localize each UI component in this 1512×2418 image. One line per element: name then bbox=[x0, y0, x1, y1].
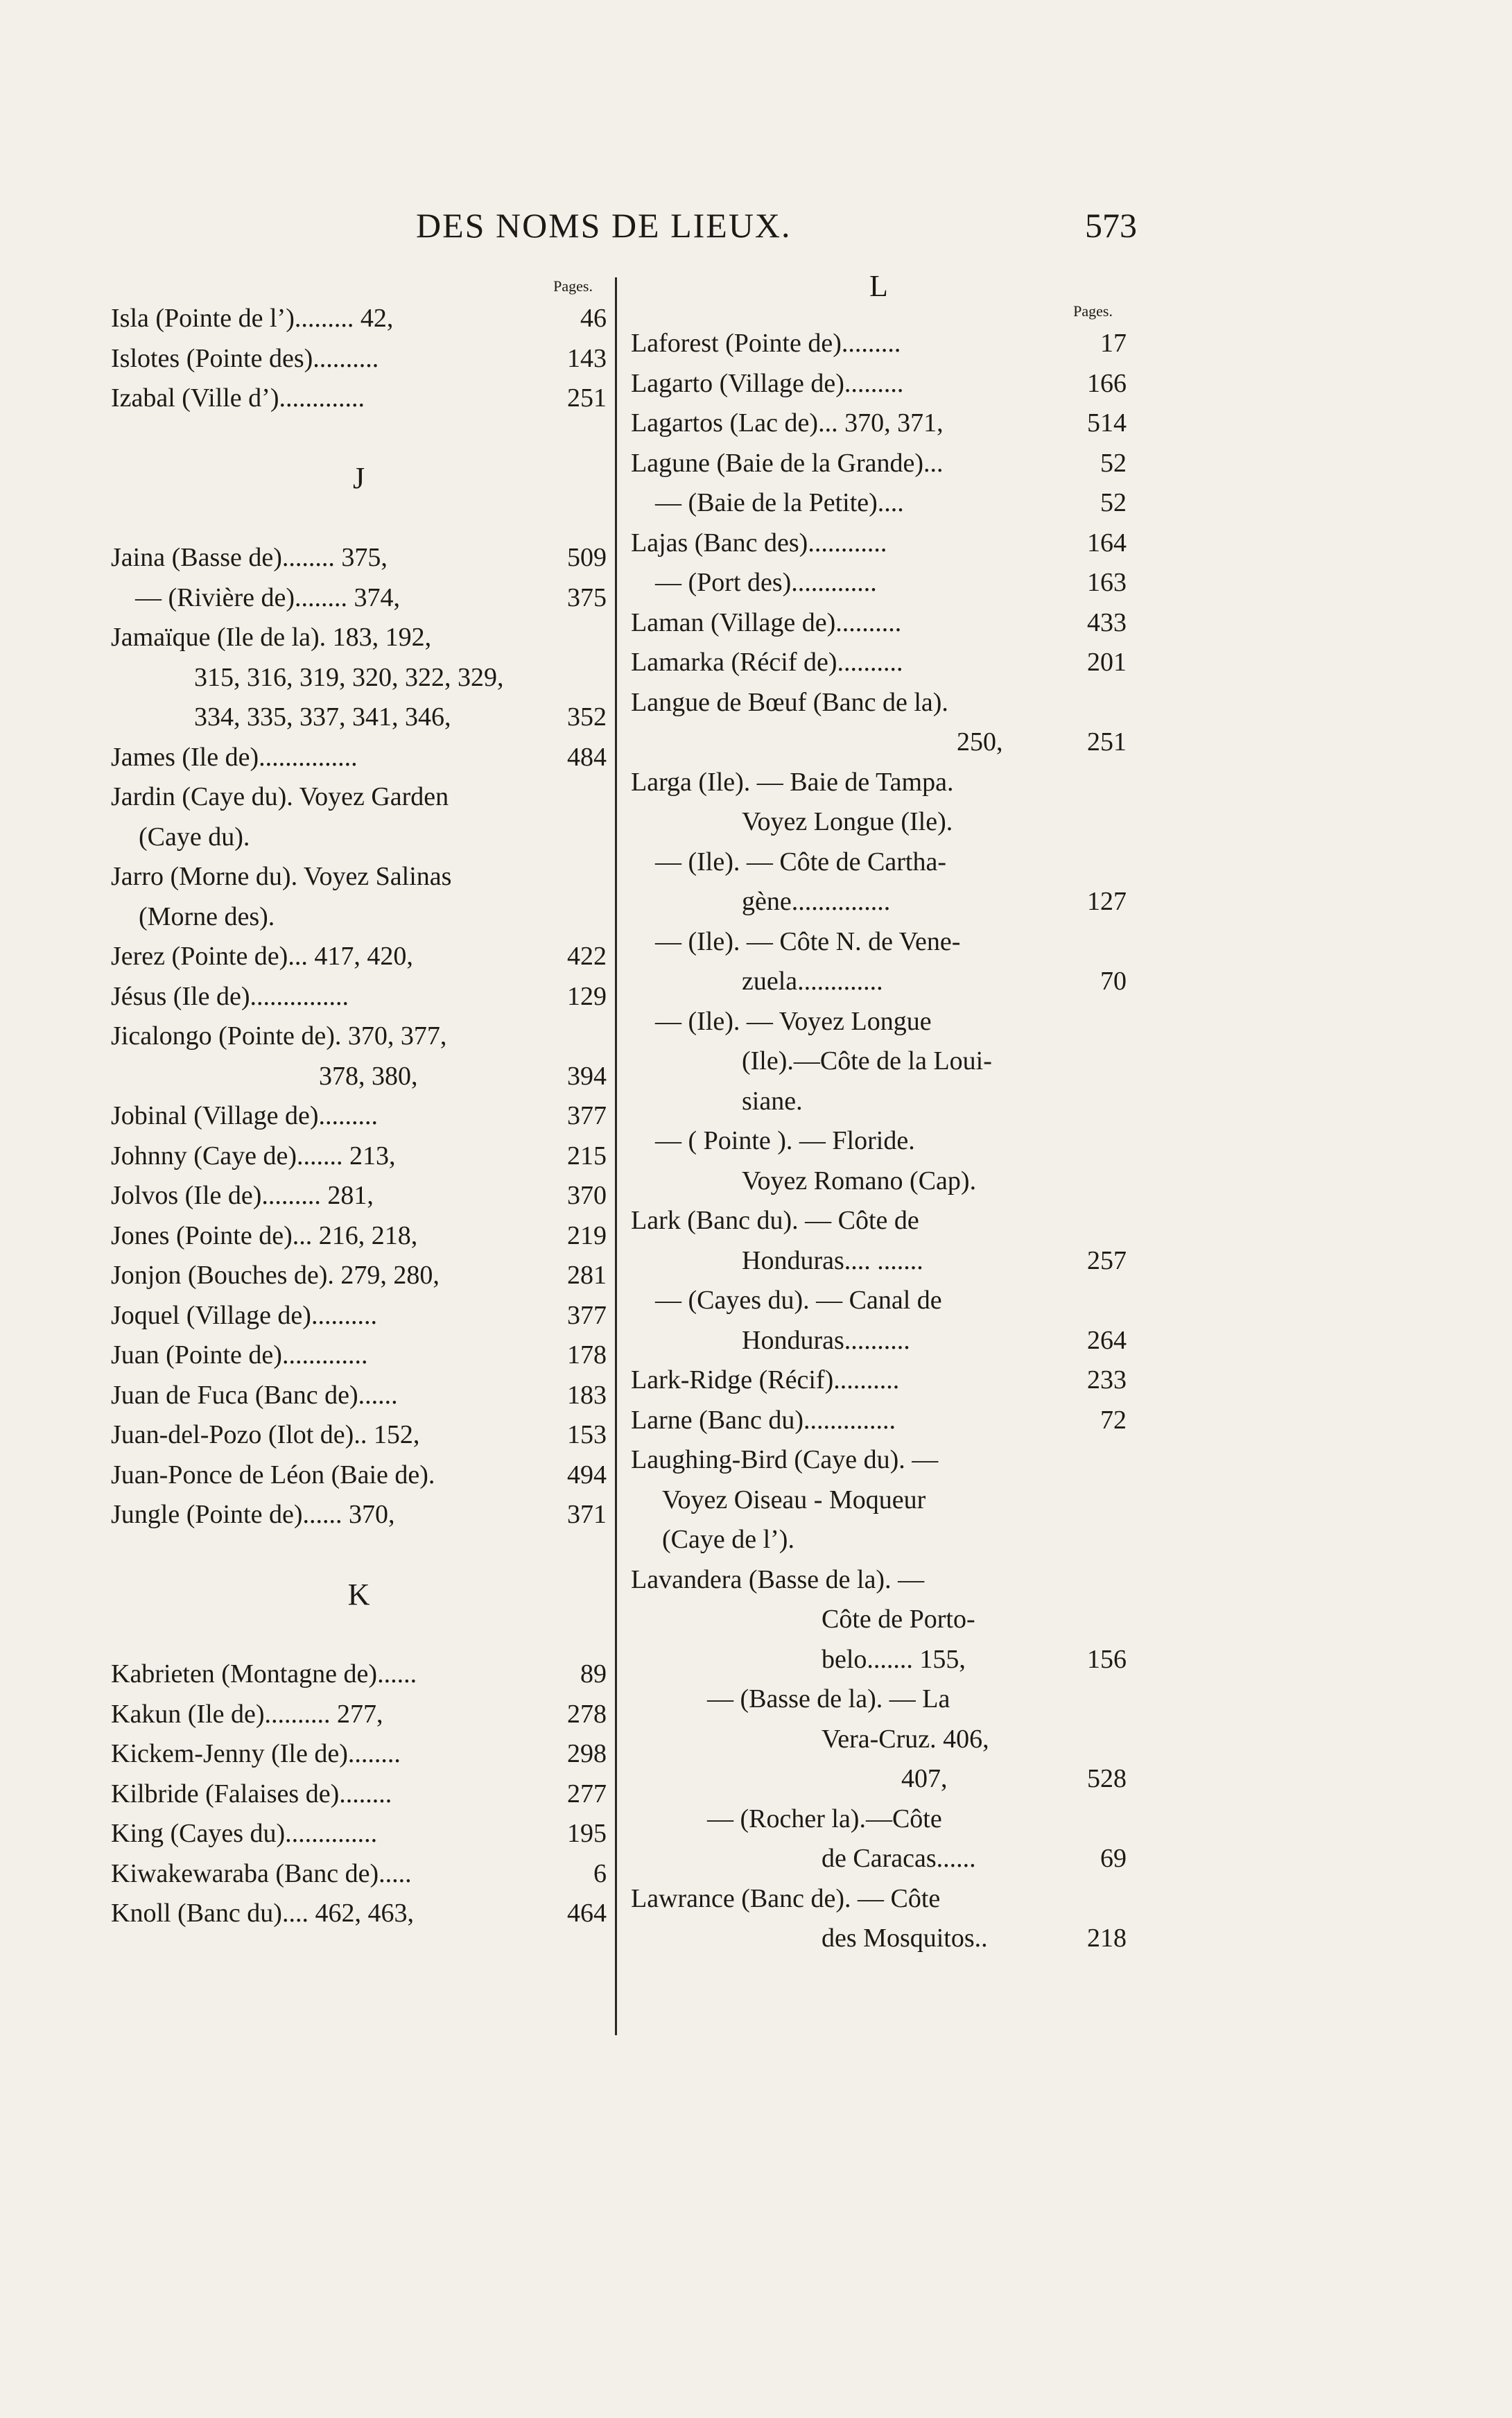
entry-text: — (Ile). — Voyez Longue bbox=[655, 1006, 932, 1036]
entry-text: Lavandera (Basse de la). — bbox=[631, 1564, 925, 1594]
index-entry bbox=[111, 379, 607, 419]
entry-page: 484 bbox=[567, 742, 607, 772]
running-title: DES NOMS DE LIEUX. bbox=[416, 206, 792, 245]
index-entry bbox=[111, 818, 607, 858]
entry-text: Johnny (Caye de)....... 213, bbox=[111, 1141, 396, 1171]
entry-text: (Morne des). bbox=[139, 901, 275, 931]
entry-text: — (Ile). — Côte de Cartha- bbox=[655, 847, 946, 876]
entry-text: — (Rivière de)........ 374, bbox=[135, 582, 401, 612]
page-number: 573 bbox=[1085, 206, 1137, 245]
entry-text: Kilbride (Falaises de)........ bbox=[111, 1779, 392, 1808]
entry-text: Joquel (Village de).......... bbox=[111, 1300, 377, 1330]
entry-text: Laughing-Bird (Caye du). — bbox=[631, 1445, 939, 1474]
index-entry bbox=[631, 1361, 1127, 1401]
entry-page: 52 bbox=[1100, 488, 1127, 517]
entry-text: Kiwakewaraba (Banc de)..... bbox=[111, 1858, 412, 1888]
entry-text: Vera-Cruz. 406, bbox=[822, 1724, 989, 1754]
index-entry bbox=[111, 1695, 607, 1735]
entry-page: 264 bbox=[1087, 1325, 1127, 1355]
index-entry bbox=[631, 683, 1127, 723]
entry-text: Voyez Romano (Cap). bbox=[742, 1166, 977, 1195]
entry-page: 156 bbox=[1087, 1644, 1127, 1674]
entry-page: 178 bbox=[567, 1340, 607, 1370]
entry-page: 201 bbox=[1087, 648, 1127, 677]
index-entry bbox=[111, 578, 607, 619]
page-header bbox=[409, 205, 1137, 254]
index-entry bbox=[111, 1456, 607, 1496]
entry-page: 514 bbox=[1087, 408, 1127, 438]
entry-text: de Caracas...... bbox=[822, 1844, 976, 1873]
index-entry bbox=[631, 922, 1127, 962]
entry-text: Voyez Oiseau - Moqueur bbox=[662, 1485, 926, 1514]
index-entry bbox=[111, 1774, 607, 1815]
index-entry bbox=[631, 1879, 1127, 1919]
index-entry bbox=[111, 1017, 607, 1057]
pages-label: Pages. bbox=[553, 277, 593, 295]
index-entry bbox=[111, 1415, 607, 1456]
index-entry bbox=[631, 1600, 1127, 1640]
entry-text: Jarro (Morne du). Voyez Salinas bbox=[111, 862, 452, 891]
entry-page: 494 bbox=[567, 1460, 607, 1489]
entry-text: Langue de Bœuf (Banc de la). bbox=[631, 687, 948, 717]
index-entry bbox=[111, 1655, 607, 1695]
index-entry bbox=[631, 962, 1127, 1002]
entry-page: 352 bbox=[567, 702, 607, 732]
entry-text: Larne (Banc du).............. bbox=[631, 1405, 896, 1435]
entry-page: 277 bbox=[567, 1779, 607, 1808]
entry-page: 422 bbox=[567, 942, 607, 971]
entry-page: 281 bbox=[567, 1261, 607, 1290]
entry-text: Jobinal (Village de)......... bbox=[111, 1101, 379, 1130]
entry-text: Jungle (Pointe de)...... 370, bbox=[111, 1500, 395, 1529]
index-entry bbox=[631, 802, 1127, 843]
entry-page: 163 bbox=[1087, 568, 1127, 597]
index-entry bbox=[631, 1640, 1127, 1680]
entry-text: Kabrieten (Montagne de)...... bbox=[111, 1659, 417, 1689]
index-entry bbox=[631, 1560, 1127, 1600]
index-entry bbox=[631, 1201, 1127, 1241]
entry-text: Izabal (Ville d’)............. bbox=[111, 383, 365, 413]
entry-page: 72 bbox=[1100, 1405, 1127, 1435]
index-entry bbox=[631, 723, 1127, 763]
entry-text: zuela............. bbox=[742, 967, 883, 996]
index-entry bbox=[631, 1839, 1127, 1879]
index-entry bbox=[111, 1296, 607, 1336]
entry-text: Laforest (Pointe de)......... bbox=[631, 329, 901, 358]
index-entry bbox=[631, 1161, 1127, 1202]
entry-text: Jardin (Caye du). Voyez Garden bbox=[111, 782, 449, 811]
index-entry bbox=[631, 1401, 1127, 1441]
entry-page: 164 bbox=[1087, 528, 1127, 558]
index-entry bbox=[111, 738, 607, 778]
entry-page: 509 bbox=[567, 543, 607, 572]
entry-text: Jicalongo (Pointe de). 370, 377, bbox=[111, 1021, 447, 1051]
index-entry bbox=[111, 937, 607, 977]
entry-text: Juan-Ponce de Léon (Baie de). bbox=[111, 1460, 435, 1489]
entry-text: Knoll (Banc du).... 462, 463, bbox=[111, 1899, 414, 1928]
entry-text: Lawrance (Banc de). — Côte bbox=[631, 1883, 941, 1913]
index-entry bbox=[111, 1137, 607, 1177]
pages-label-right: Pages. bbox=[1073, 302, 1113, 320]
entry-page: 394 bbox=[567, 1061, 607, 1091]
index-entry bbox=[631, 1082, 1127, 1122]
entry-text: Lagarto (Village de)......... bbox=[631, 368, 904, 398]
section-letter-l: L bbox=[869, 269, 888, 303]
index-entry bbox=[111, 897, 607, 938]
entry-text: — (Rocher la).—Côte bbox=[707, 1804, 942, 1833]
entry-text: — (Baie de la Petite).... bbox=[655, 488, 904, 517]
entry-page: 528 bbox=[1087, 1764, 1127, 1793]
index-entry bbox=[111, 538, 607, 578]
entry-page: 195 bbox=[567, 1819, 607, 1848]
entry-page: 89 bbox=[580, 1659, 607, 1689]
entry-text: Jerez (Pointe de)... 417, 420, bbox=[111, 942, 413, 971]
entry-page: 298 bbox=[567, 1739, 607, 1768]
index-entry bbox=[111, 1096, 607, 1137]
entry-text: (Ile).—Côte de la Loui- bbox=[742, 1046, 992, 1076]
index-entry bbox=[111, 1376, 607, 1416]
index-entry bbox=[111, 977, 607, 1017]
entry-page: 129 bbox=[567, 981, 607, 1011]
entry-text: — (Port des)............. bbox=[655, 568, 877, 597]
index-entry bbox=[111, 1734, 607, 1774]
entry-text: Islotes (Pointe des).......... bbox=[111, 343, 379, 373]
entry-text: Kickem-Jenny (Ile de)........ bbox=[111, 1739, 401, 1768]
index-entry bbox=[631, 1440, 1127, 1480]
section-letter-j: J bbox=[352, 461, 365, 495]
entry-text: Juan-del-Pozo (Ilot de).. 152, bbox=[111, 1420, 420, 1449]
column-divider bbox=[615, 277, 617, 2035]
entry-text: Jonjon (Bouches de). 279, 280, bbox=[111, 1261, 440, 1290]
entry-page: 52 bbox=[1100, 448, 1127, 478]
index-entry bbox=[111, 1336, 607, 1376]
index-entry bbox=[111, 299, 607, 339]
entry-page: 6 bbox=[593, 1858, 607, 1888]
entry-page: 464 bbox=[567, 1899, 607, 1928]
entry-page: 218 bbox=[1087, 1924, 1127, 1953]
index-entry bbox=[631, 882, 1127, 922]
entry-text: Lamarka (Récif de).......... bbox=[631, 648, 903, 677]
entry-text: Lark-Ridge (Récif).......... bbox=[631, 1365, 900, 1394]
entry-page: 166 bbox=[1087, 368, 1127, 398]
entry-text: James (Ile de)............... bbox=[111, 742, 358, 772]
entry-page: 143 bbox=[567, 343, 607, 373]
entry-page: 371 bbox=[567, 1500, 607, 1529]
entry-page: 219 bbox=[567, 1220, 607, 1250]
entry-page: 278 bbox=[567, 1699, 607, 1729]
index-entry bbox=[111, 857, 607, 897]
entry-page: 433 bbox=[1087, 607, 1127, 637]
index-entry bbox=[631, 1679, 1127, 1720]
entry-text: Isla (Pointe de l’)......... 42, bbox=[111, 304, 394, 333]
entry-text: 334, 335, 337, 341, 346, bbox=[194, 702, 451, 732]
index-entry bbox=[111, 1854, 607, 1894]
entry-text: Lagune (Baie de la Grande)... bbox=[631, 448, 944, 478]
index-entry bbox=[111, 339, 607, 379]
entry-text: — ( Pointe ). — Floride. bbox=[655, 1126, 915, 1155]
entry-text: — (Basse de la). — La bbox=[707, 1684, 950, 1713]
entry-page: 370 bbox=[567, 1181, 607, 1210]
entry-text: (Caye du). bbox=[139, 822, 250, 852]
entry-text: Juan de Fuca (Banc de)...... bbox=[111, 1380, 398, 1410]
index-entry bbox=[631, 444, 1127, 484]
entry-text: gène............... bbox=[742, 887, 891, 916]
index-entry bbox=[631, 364, 1127, 404]
index-entry bbox=[631, 1241, 1127, 1281]
entry-text: Laman (Village de).......... bbox=[631, 607, 902, 637]
entry-text: des Mosquitos.. bbox=[822, 1924, 988, 1953]
entry-text: Kakun (Ile de).......... 277, bbox=[111, 1699, 383, 1729]
entry-text: 315, 316, 319, 320, 322, 329, bbox=[194, 662, 504, 692]
entry-page: 375 bbox=[567, 582, 607, 612]
index-entry bbox=[631, 1042, 1127, 1082]
left-column bbox=[111, 274, 607, 1934]
index-entry bbox=[631, 763, 1127, 803]
entry-page: 377 bbox=[567, 1101, 607, 1130]
entry-page: 17 bbox=[1100, 329, 1127, 358]
entry-text: Jésus (Ile de)............... bbox=[111, 981, 349, 1011]
entry-text: Jolvos (Ile de)......... 281, bbox=[111, 1181, 374, 1210]
entry-text: belo....... 155, bbox=[822, 1644, 966, 1674]
entry-page: 251 bbox=[567, 383, 607, 413]
index-entry bbox=[631, 1799, 1127, 1840]
index-entry bbox=[631, 1480, 1127, 1521]
index-entry bbox=[631, 1121, 1127, 1161]
index-entry bbox=[111, 1495, 607, 1535]
index-entry bbox=[631, 1321, 1127, 1361]
entry-text: Larga (Ile). — Baie de Tampa. bbox=[631, 767, 954, 797]
entry-text: Côte de Porto- bbox=[822, 1605, 975, 1634]
entry-page: 215 bbox=[567, 1141, 607, 1171]
index-entry bbox=[631, 563, 1127, 603]
entry-text: Honduras.......... bbox=[742, 1325, 910, 1355]
entry-text: — (Cayes du). — Canal de bbox=[655, 1286, 942, 1315]
index-entry bbox=[631, 643, 1127, 683]
entry-text: 378, 380, bbox=[319, 1061, 418, 1091]
index-entry bbox=[631, 843, 1127, 883]
entry-page: 257 bbox=[1087, 1245, 1127, 1275]
entry-text: siane. bbox=[742, 1086, 803, 1116]
entry-text: Juan (Pointe de)............. bbox=[111, 1340, 368, 1370]
index-entry bbox=[631, 1520, 1127, 1560]
entry-page: 69 bbox=[1100, 1844, 1127, 1873]
entry-page: 251 bbox=[1087, 727, 1127, 757]
index-entry bbox=[631, 1720, 1127, 1760]
index-entry bbox=[111, 1216, 607, 1257]
entry-text: 407, bbox=[901, 1764, 948, 1793]
entry-page: 233 bbox=[1087, 1365, 1127, 1394]
entry-text: Jones (Pointe de)... 216, 218, bbox=[111, 1220, 418, 1250]
index-entry bbox=[111, 698, 607, 738]
index-entry bbox=[111, 658, 607, 698]
entry-text: (Caye de l’). bbox=[662, 1525, 794, 1554]
entry-text: King (Cayes du).............. bbox=[111, 1819, 378, 1848]
entry-page: 377 bbox=[567, 1300, 607, 1330]
entry-text: — (Ile). — Côte N. de Vene- bbox=[655, 926, 961, 956]
entry-text: 250, bbox=[957, 727, 1003, 757]
entry-page: 46 bbox=[580, 304, 607, 333]
section-letter-k: K bbox=[347, 1578, 370, 1612]
entry-text: Jamaïque (Ile de la). 183, 192, bbox=[111, 623, 432, 652]
right-column bbox=[631, 269, 1127, 1959]
index-entry bbox=[111, 618, 607, 658]
index-entry bbox=[631, 404, 1127, 444]
index-entry bbox=[631, 524, 1127, 564]
entry-page: 183 bbox=[567, 1380, 607, 1410]
index-entry bbox=[631, 1002, 1127, 1042]
entry-text: Lark (Banc du). — Côte de bbox=[631, 1206, 919, 1235]
entry-text: Honduras.... ....... bbox=[742, 1245, 923, 1275]
index-entry bbox=[111, 1057, 607, 1097]
entry-text: Voyez Longue (Ile). bbox=[742, 807, 953, 836]
entry-page: 127 bbox=[1087, 887, 1127, 916]
index-entry bbox=[631, 324, 1127, 364]
index-entry bbox=[111, 1894, 607, 1934]
entry-text: Jaina (Basse de)........ 375, bbox=[111, 543, 388, 572]
index-entry bbox=[111, 777, 607, 818]
entry-text: Lagartos (Lac de)... 370, 371, bbox=[631, 408, 944, 438]
entry-text: Lajas (Banc des)............ bbox=[631, 528, 887, 558]
index-entry bbox=[111, 1814, 607, 1854]
index-entry bbox=[111, 1256, 607, 1296]
index-entry bbox=[631, 1281, 1127, 1321]
index-entry bbox=[631, 1919, 1127, 1959]
index-entry bbox=[631, 483, 1127, 524]
index-entry bbox=[111, 1176, 607, 1216]
index-entry bbox=[631, 603, 1127, 644]
entry-page: 153 bbox=[567, 1420, 607, 1449]
entry-page: 70 bbox=[1100, 967, 1127, 996]
index-entry bbox=[631, 1759, 1127, 1799]
